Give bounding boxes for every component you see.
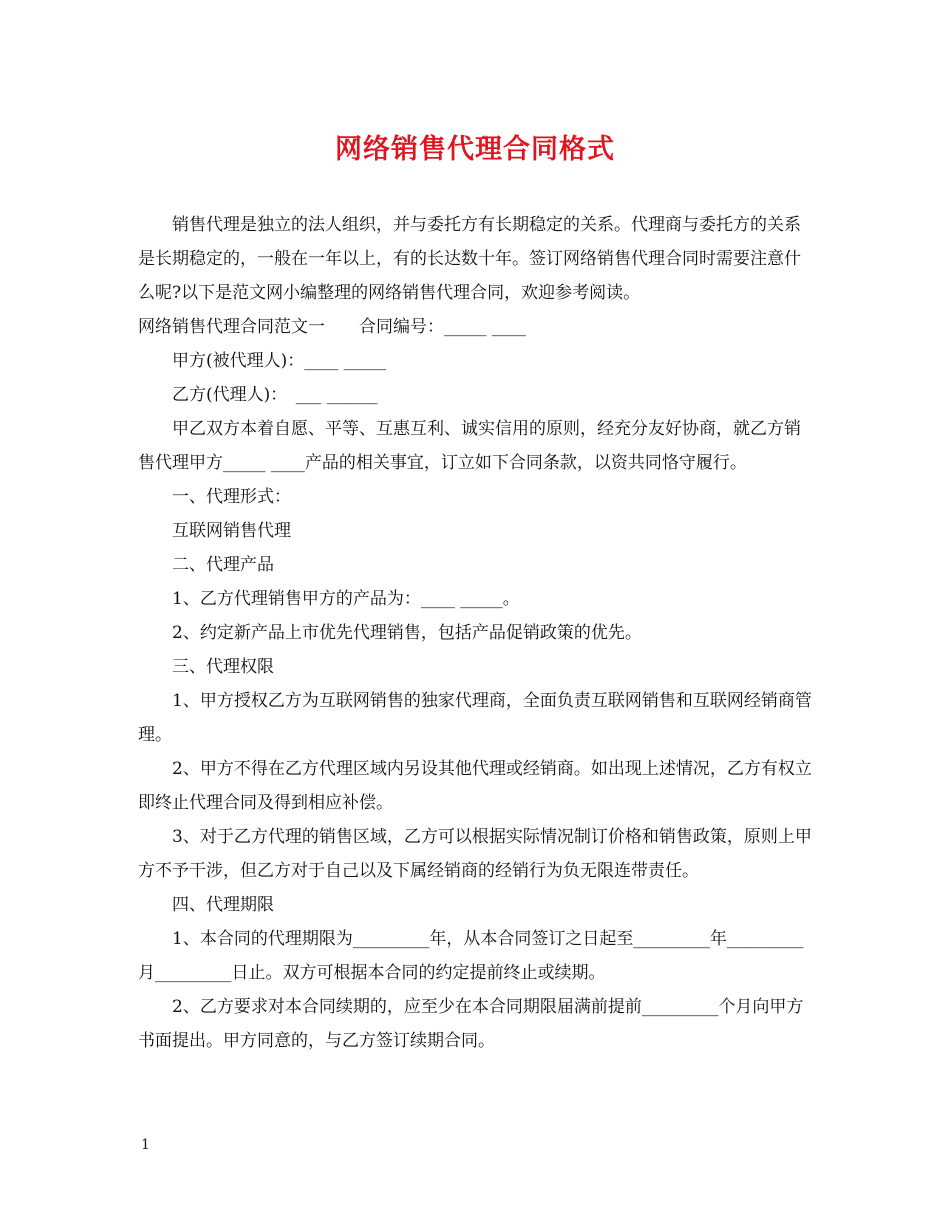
paragraph: 1、甲方授权乙方为互联网销售的独家代理商，全面负责互联网销售和互联网经销商管理。 — [138, 691, 812, 745]
paragraph: 互联网销售代理 — [172, 521, 291, 541]
page-number: 1 — [141, 1137, 150, 1153]
paragraph: 三、代理权限 — [172, 657, 274, 677]
paragraph: 二、代理产品 — [172, 555, 274, 575]
paragraph: 1、本合同的代理期限为_________年，从本合同签订之日起至_________年_________月_________日止。双方可根据本合同的约定提前终止或续期。 — [138, 929, 804, 983]
paragraph: 2、约定新产品上市优先代理销售，包括产品促销政策的优先。 — [172, 623, 642, 643]
paragraph: 乙方(代理人)： ___ ______ — [172, 385, 378, 405]
paragraph: 3、对于乙方代理的销售区域，乙方可以根据实际情况制订价格和销售政策，原则上甲方不予干涉，但乙方对于自己以及下属经销商的经销行为负无限连带责任。 — [138, 827, 812, 881]
paragraph: 2、乙方要求对本合同续期的，应至少在本合同期限届满前提前_________个月向甲方书面提出。甲方同意的，与乙方签订续期合同。 — [138, 997, 804, 1051]
paragraph: 四、代理期限 — [172, 895, 274, 915]
document-body — [138, 208, 814, 1058]
paragraph: 2、甲方不得在乙方代理区域内另设其他代理或经销商。如出现上述情况，乙方有权立即终止代理合同及得到相应补偿。 — [138, 759, 812, 813]
paragraph: 一、代理形式： — [172, 487, 291, 507]
paragraph: 甲乙双方本着自愿、平等、互惠互利、诚实信用的原则，经充分友好协商，就乙方销售代理甲方_____ ____产品的相关事宜，订立如下合同条款，以资共同恪守履行。 — [138, 419, 801, 473]
paragraph: 甲方(被代理人)：____ _____ — [172, 351, 387, 371]
document-title: 网络销售代理合同格式 — [335, 134, 615, 165]
paragraph: 销售代理是独立的法人组织，并与委托方有长期稳定的关系。代理商与委托方的关系是长期稳定的，一般在一年以上，有的长达数十年。签订网络销售代理合同时需要注意什么呢?以下是范文网小编整理的网络销售代理合同，欢迎参考阅读。 — [138, 215, 801, 303]
paragraph: 网络销售代理合同范文一 合同编号：_____ ____ — [138, 317, 526, 337]
paragraph: 1、乙方代理销售甲方的产品为：____ _____。 — [172, 589, 520, 609]
